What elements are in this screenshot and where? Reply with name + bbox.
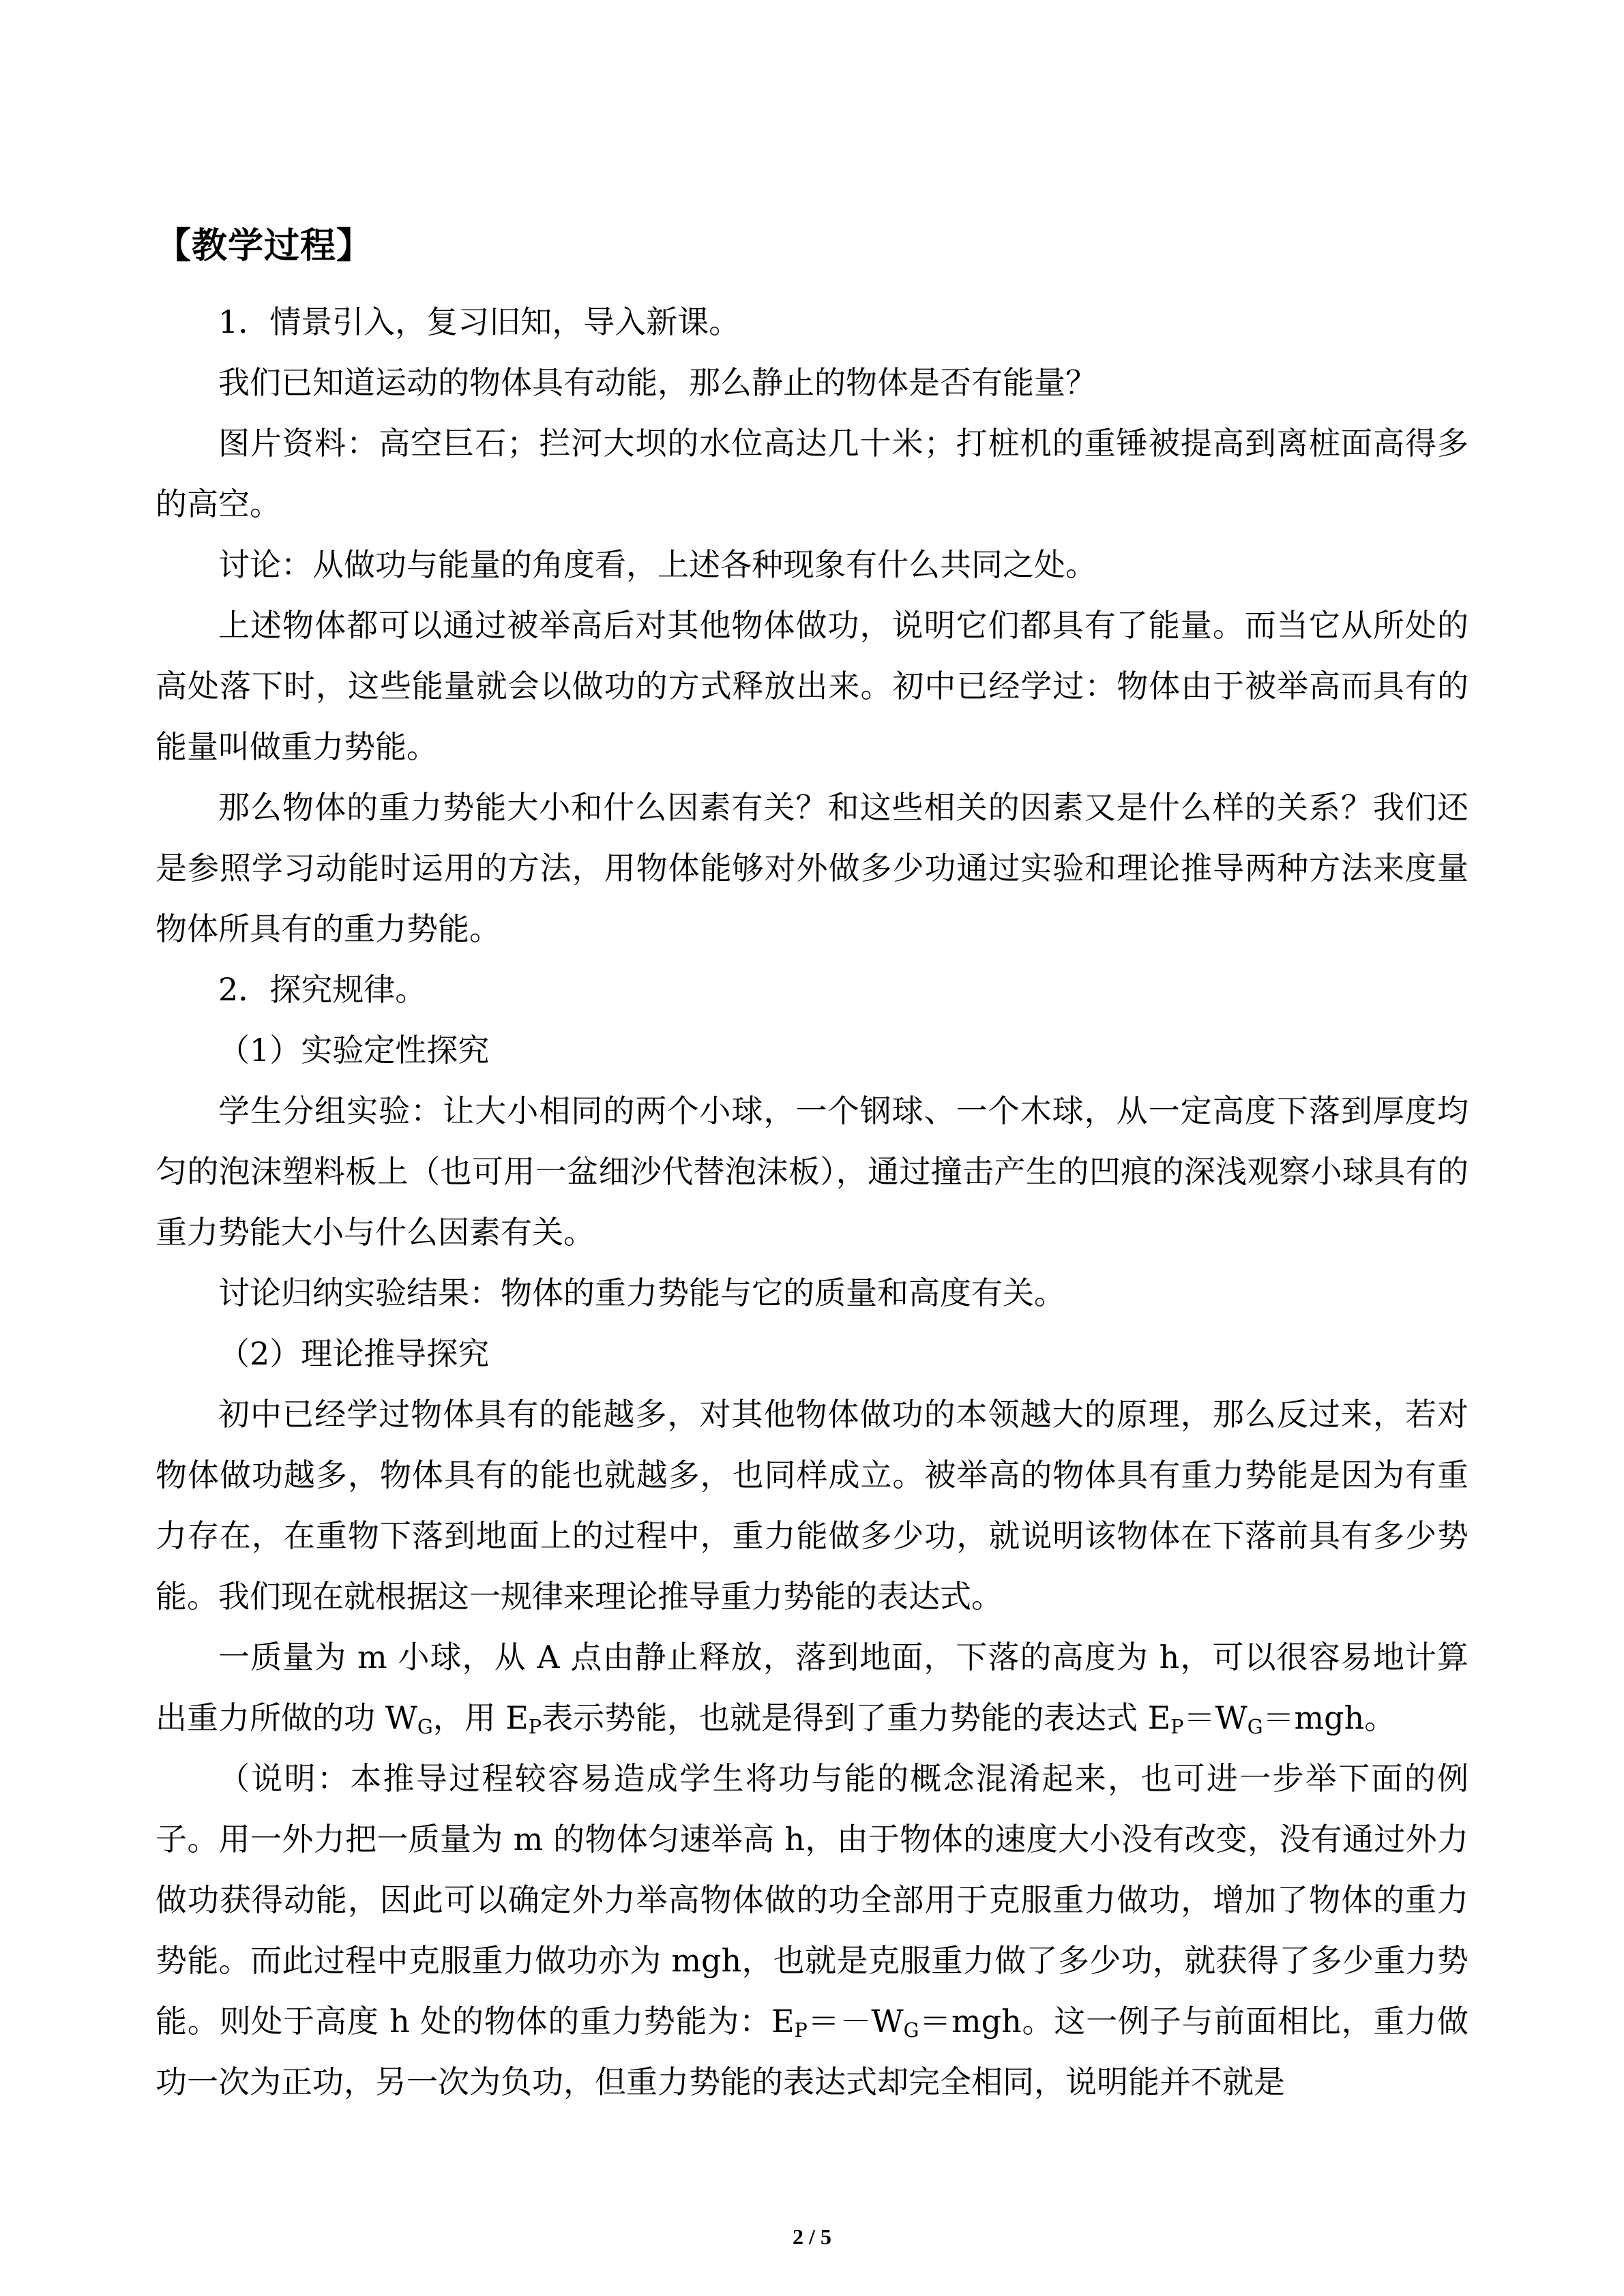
text-run: ，用 E — [432, 1699, 529, 1736]
subscript: P — [528, 1716, 542, 1739]
text-run: ＝－W — [807, 2003, 904, 2040]
text-run: ＝mgh。 — [1263, 1699, 1396, 1736]
paragraph-note — [156, 1748, 1468, 2113]
text-run: 表示势能，也就是得到了重力势能的表达式 E — [542, 1699, 1171, 1736]
paragraph: 1．情景引入，复习旧知，导入新课。 — [218, 303, 741, 340]
paragraph: 初中已经学过物体具有的能越多，对其他物体做功的本领越大的原理，那么反过来，若对物体做功越多，物体具有的能也就越多，也同样成立。被举高的物体具有重力势能是因为有重力存在，在重物下落到地面上的过程中，重力能做多少功，就说明该物体在下落前具有多少势能。我们现在就根据这一规律来理论推导重力势能的表达式。 — [156, 1396, 1468, 1615]
page-number: 2 / 5 — [793, 2224, 831, 2249]
paragraph: （1）实验定性探究 — [218, 1032, 490, 1069]
subscript: G — [1247, 1716, 1263, 1739]
paragraph: 学生分组实验：让大小相同的两个小球，一个钢球、一个木球，从一定高度下落到厚度均匀的泡沫塑料板上（也可用一盆细沙代替泡沫板），通过撞击产生的凹痕的深浅观察小球具有的重力势能大小与什么因素有关。 — [156, 1092, 1468, 1251]
text-run: ＝W — [1183, 1699, 1247, 1736]
section-heading: 【教学过程】 — [156, 226, 373, 267]
paragraph: （2）理论推导探究 — [218, 1335, 490, 1372]
text-run: （说明：本推导过程较容易造成学生将功与能的概念混淆起来，也可进一步举下面的例子。用一外力把一质量为 m 的物体匀速举高 h，由于物体的速度大小没有改变，没有通过外力做功获得动能，因此可以确定外力举高物体做的功全部用于克服重力做功，增加了物体的重力势能。而此过程中克服重力做功亦为 mgh，也就是克服重力做了多少功，就获得了多少重力势能。则处于高度 h 处的物体的重力势能为：E — [156, 1760, 1468, 2040]
subscript: P — [1170, 1716, 1184, 1739]
paragraph-formula — [156, 1627, 1468, 1748]
body-text — [156, 292, 1468, 2113]
paragraph: 那么物体的重力势能大小和什么因素有关？和这些相关的因素又是什么样的关系？我们还是参照学习动能时运用的方法，用物体能够对外做多少功通过实验和理论推导两种方法来度量物体所具有的重力势能。 — [156, 789, 1468, 947]
paragraph: 讨论：从做功与能量的角度看，上述各种现象有什么共同之处。 — [218, 546, 1097, 583]
paragraph: 我们已知道运动的物体具有动能，那么静止的物体是否有能量？ — [218, 364, 1097, 401]
text-run: ＝mgh。这一例子与前面相比，重力做功一次为正功，另一次为负功，但重力势能的表达式却完全相同，说明能并不就是 — [156, 2003, 1468, 2100]
text-run: 一质量为 m 小球，从 A 点由静止释放，落到地面，下落的高度为 h，可以很容易地计算出重力所做的功 W — [156, 1639, 1468, 1736]
paragraph: 2．探究规律。 — [218, 971, 427, 1008]
subscript: G — [417, 1716, 433, 1739]
subscript: G — [903, 2019, 919, 2042]
paragraph: 上述物体都可以通过被举高后对其他物体做功，说明它们都具有了能量。而当它从所处的高处落下时，这些能量就会以做功的方式释放出来。初中已经学过：物体由于被举高而具有的能量叫做重力势能。 — [156, 607, 1468, 765]
paragraph: 图片资料：高空巨石；拦河大坝的水位高达几十米；打桩机的重锤被提高到离桩面高得多的高空。 — [156, 425, 1468, 522]
paragraph: 讨论归纳实验结果：物体的重力势能与它的质量和高度有关。 — [218, 1274, 1065, 1311]
subscript: P — [794, 2019, 808, 2042]
